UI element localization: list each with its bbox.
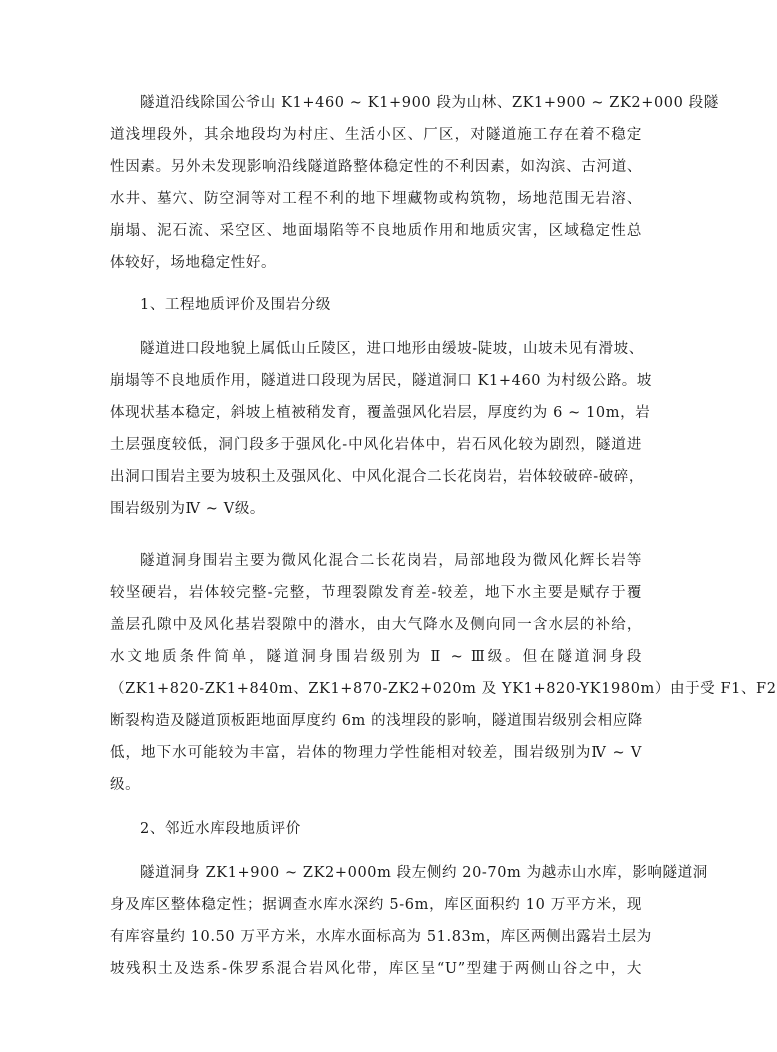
paragraph-3-line-1: 隧道洞身围岩主要为微风化混合二长花岗岩，局部地段为微风化辉长岩等 xyxy=(140,553,642,569)
paragraph-1-line-1: 隧道沿线除国公爷山 K1+460 ~ K1+900 段为山林、ZK1+900 ~ ZK2+000 段隧 xyxy=(140,95,719,111)
paragraph-1-line-3: 性因素。另外未发现影响沿线隧道路整体稳定性的不利因素，如沟滨、古河道、 xyxy=(110,159,642,175)
paragraph-4-line-1: 隧道洞身 ZK1+900 ~ ZK2+000m 段左侧约 20-70m 为越赤山水库，影响隧道洞 xyxy=(140,865,708,881)
paragraph-2-line-1: 隧道进口段地貌上属低山丘陵区，进口地形由缓坡-陡坡，山坡未见有滑坡、 xyxy=(140,341,644,357)
paragraph-1-line-4: 水井、墓穴、防空洞等对工程不利的地下埋藏物或构筑物，场地范围无岩溶、 xyxy=(110,191,642,207)
paragraph-3-line-3: 盖层孔隙中及风化基岩裂隙中的潜水，由大气降水及侧向同一含水层的补给， xyxy=(110,617,642,633)
paragraph-1-line-2: 道浅埋段外，其余地段均为村庄、生活小区、厂区，对隧道施工存在着不稳定 xyxy=(110,127,642,143)
paragraph-3-line-5: （ZK1+820-ZK1+840m、ZK1+870-ZK2+020m 及 YK1+820-YK1980m）由于受 F1、F2 xyxy=(110,681,777,697)
paragraph-4-line-3: 有库容量约 10.50 万平方米，水库水面标高为 51.83m，库区两侧出露岩土层为 xyxy=(110,929,652,945)
paragraph-2-line-4: 土层强度较低，洞门段多于强风化-中风化岩体中，岩石风化较为剧烈，隧道进 xyxy=(110,437,642,453)
paragraph-3-line-2: 较坚硬岩，岩体较完整-完整，节理裂隙发育差-较差，地下水主要是赋存于覆 xyxy=(110,585,642,601)
paragraph-3-line-8: 级。 xyxy=(110,777,141,793)
section-heading-2: 2、邻近水库段地质评价 xyxy=(140,821,301,837)
paragraph-4-line-2: 身及库区整体稳定性；据调查水库水深约 5-6m，库区面积约 10 万平方米，现 xyxy=(110,897,642,913)
paragraph-3-line-7: 低，地下水可能较为丰富，岩体的物理力学性能相对较差，围岩级别为Ⅳ ~ Ⅴ xyxy=(110,745,642,761)
paragraph-1-line-6: 体较好，场地稳定性好。 xyxy=(110,255,277,271)
paragraph-2-line-5: 出洞口围岩主要为坡积土及强风化、中风化混合二长花岗岩，岩体较破碎-破碎， xyxy=(110,469,644,485)
paragraph-3-line-4: 水文地质条件简单，隧道洞身围岩级别为 Ⅱ ~ Ⅲ级。但在隧道洞身段 xyxy=(110,649,642,665)
paragraph-2-line-3: 体现状基本稳定，斜坡上植被稍发育，覆盖强风化岩层，厚度约为 6 ~ 10m，岩 xyxy=(110,405,651,421)
paragraph-3-line-6: 断裂构造及隧道顶板距地面厚度约 6m 的浅埋段的影响，隧道围岩级别会相应降 xyxy=(110,713,643,729)
paragraph-2-line-6: 围岩级别为Ⅳ ~ Ⅴ级。 xyxy=(110,501,266,517)
section-heading-1: 1、工程地质评价及围岩分级 xyxy=(140,297,332,313)
paragraph-1-line-5: 崩塌、泥石流、采空区、地面塌陷等不良地质作用和地质灾害，区域稳定性总 xyxy=(110,223,642,239)
paragraph-4-line-4: 坡残积土及迭系-侏罗系混合岩风化带，库区呈“U”型建于两侧山谷之中，大 xyxy=(110,961,642,977)
paragraph-2-line-2: 崩塌等不良地质作用，隧道进口段现为居民，隧道洞口 K1+460 为村级公路。坡 xyxy=(110,373,652,389)
